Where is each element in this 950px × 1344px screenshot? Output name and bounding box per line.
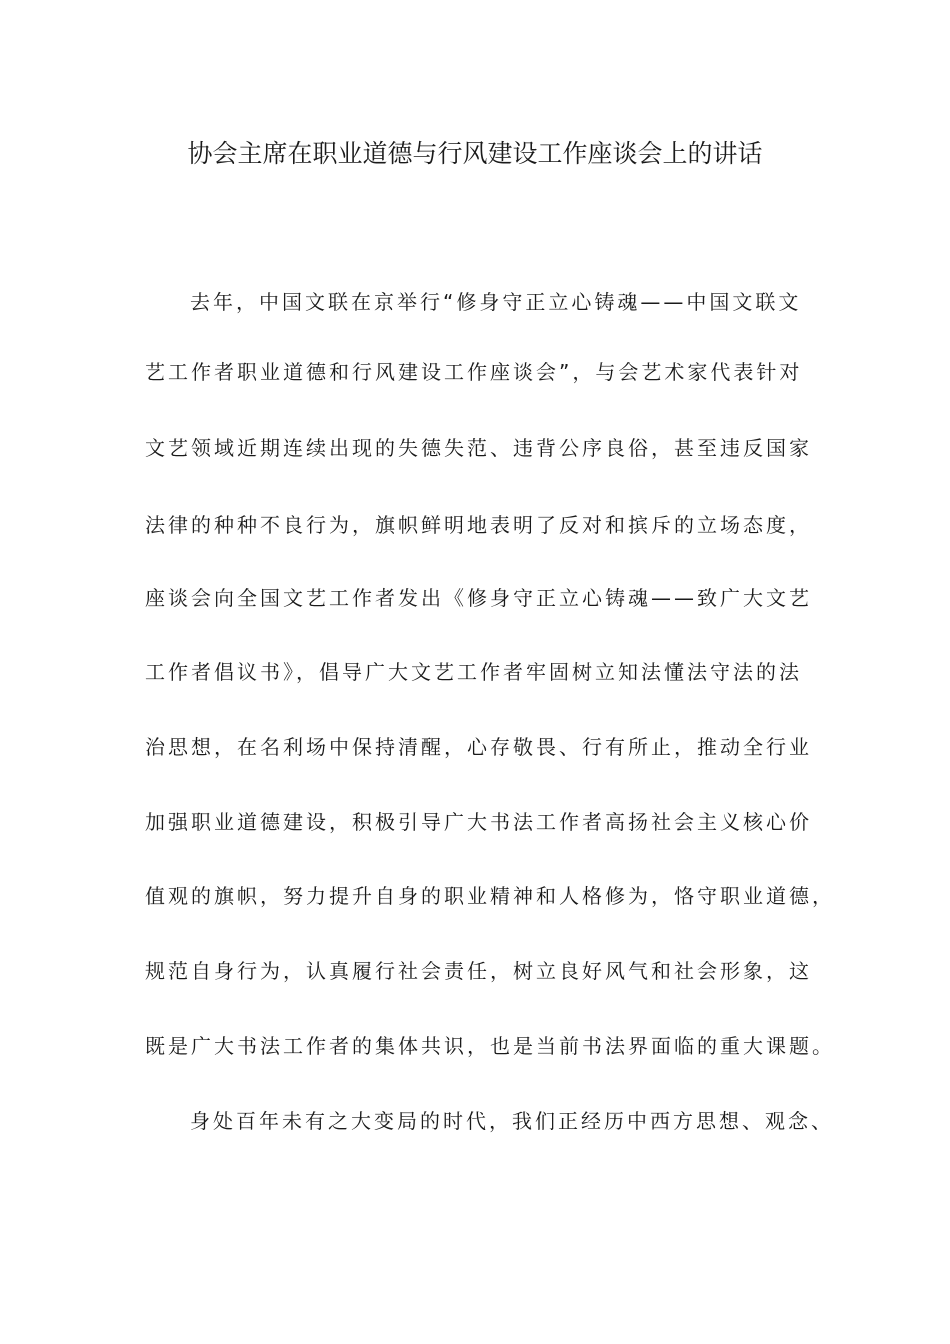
paragraph-line: 规范自身行为，认真履行社会责任，树立良好风气和社会形象，这 <box>145 959 812 983</box>
paragraph-line: 座谈会向全国文艺工作者发出《修身守正立心铸魂——致广大文艺 <box>145 586 812 610</box>
paragraph-line: 文艺领域近期连续出现的失德失范、违背公序良俗，甚至违反国家 <box>145 436 812 460</box>
paragraph-line: 既是广大书法工作者的集体共识，也是当前书法界面临的重大课题。 <box>145 1034 835 1058</box>
paragraph-line: 值观的旗帜，努力提升自身的职业精神和人格修为，恪守职业道德， <box>145 884 835 908</box>
paragraph-line: 身处百年未有之大变局的时代，我们正经历中西方思想、观念、 <box>190 1109 834 1133</box>
paragraph-line: 加强职业道德建设，积极引导广大书法工作者高扬社会主义核心价 <box>145 810 812 834</box>
paragraph-line: 法律的种种不良行为，旗帜鲜明地表明了反对和摈斥的立场态度， <box>145 513 812 537</box>
paragraph-line: 工作者倡议书》，倡导广大文艺工作者牢固树立知法懂法守法的法 <box>145 660 802 684</box>
paragraph-line: 去年，中国文联在京举行“修身守正立心铸魂——中国文联文 <box>190 290 802 314</box>
document-title: 协会主席在职业道德与行风建设工作座谈会上的讲话 <box>187 139 763 168</box>
paragraph-line: 艺工作者职业道德和行风建设工作座谈会”，与会艺术家代表针对 <box>145 360 803 384</box>
paragraph-line: 治思想，在名利场中保持清醒，心存敬畏、行有所止，推动全行业 <box>145 735 812 759</box>
